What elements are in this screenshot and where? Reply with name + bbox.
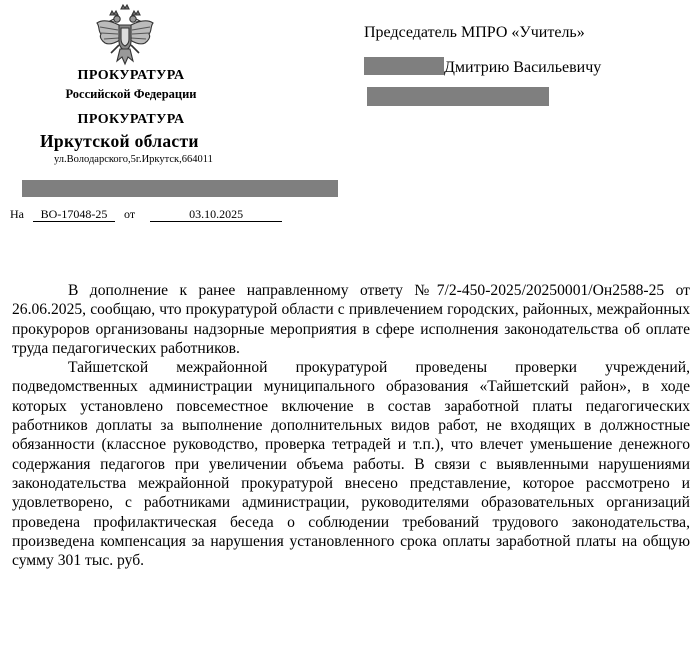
addressee-title: Председатель МПРО «Учитель» xyxy=(364,24,585,41)
registration-from-label: от xyxy=(124,207,136,221)
org-name-prosecutor: ПРОКУРАТУРА xyxy=(77,68,185,83)
addressee-name: Дмитрию Васильевичу xyxy=(444,59,602,76)
paragraph-1: В дополнение к ранее направленному ответу №7/2-450-2025/20250001/Он2588-25 от 26.06.2025, сообщаю, что прокуратурой области с привлечением городских, районных, межрайонных прокуроров организованы надзорные мероприятия в сфере исполнения законодательства об оплате труда педагогических работников. xyxy=(12,282,690,357)
paragraph-2: Тайшетской межрайонной прокуратурой проведены проверки учреждений, подведомственных администрации муниципального образования «Тайшетский район», в ходе которых установлено повсеместное включение в состав заработной платы педагогических работников доплаты за выполнение дополнительных видов работ, не входящих в должностные обязанности (классное руководство, проверка тетрадей и т.п.), что влечет уменьшение денежного содержания педагогов при увеличении объема работы. В связи с выявленными нарушениями законодательства межрайонной прокуратурой внесено представление, которое рассмотрено и удовлетворено, с работниками администрации, руководителями образовательных организаций проведена профилактическая беседа о соблюдении требований трудового законодательства, произведена компенсация за нарушения установленного срока оплаты заработной платы на общую сумму 301 тыс. руб. xyxy=(12,359,690,570)
registration-prefix: На xyxy=(10,207,24,221)
redaction-bar-header xyxy=(22,180,338,197)
org-country: Российской Федерации xyxy=(65,87,197,101)
redaction-bar-address xyxy=(367,87,549,106)
registration-line xyxy=(10,208,282,222)
redaction-bar-surname xyxy=(364,57,444,75)
coat-of-arms-icon xyxy=(93,3,157,67)
letter-body xyxy=(12,281,690,570)
org-address: ул.Володарского,5г.Иркутск,664011 xyxy=(54,154,213,165)
org-name-prosecutor-regional: ПРОКУРАТУРА xyxy=(77,112,185,127)
registration-date: 03.10.2025 xyxy=(150,208,282,222)
registration-number: ВО-17048-25 xyxy=(33,208,115,222)
org-region: Иркутской области xyxy=(40,131,199,151)
